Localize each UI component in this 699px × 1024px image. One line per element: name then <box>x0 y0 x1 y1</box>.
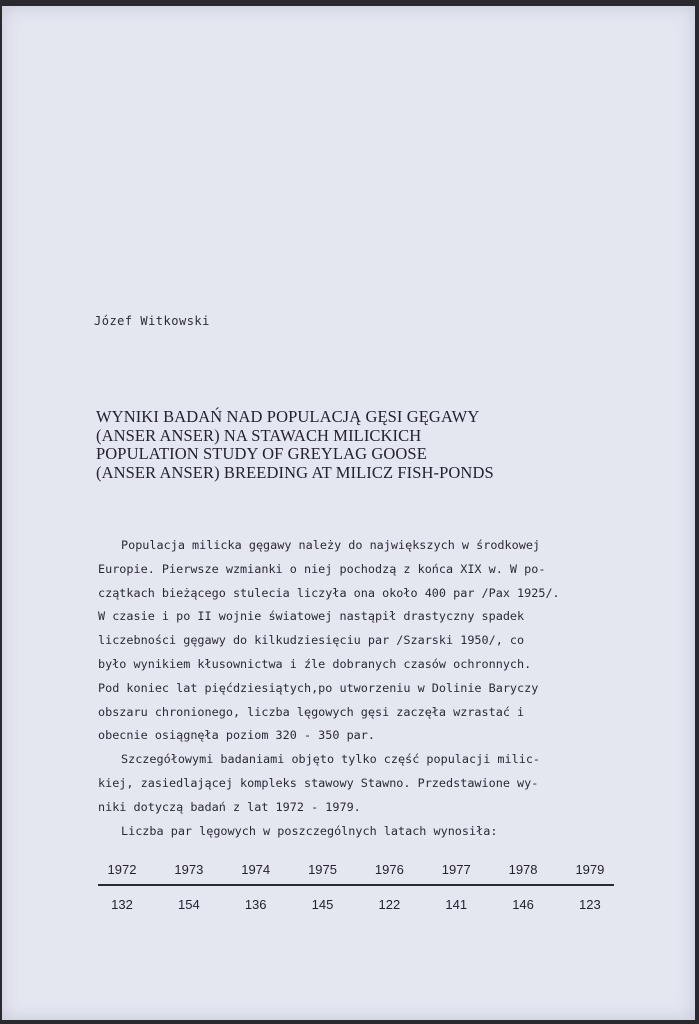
body-line: Liczba par lęgowych w poszczególnych latach wynosiła: <box>121 823 498 838</box>
pairs-cell: 132 <box>111 896 133 912</box>
table-rule <box>98 884 614 886</box>
body-line: Szczegółowymi badaniami objęto tylko część populacji milic- <box>121 752 541 767</box>
pairs-cell: 141 <box>445 896 468 912</box>
title-line: POPULATION STUDY OF GREYLAG GOOSE <box>96 444 427 464</box>
pairs-cell: 123 <box>579 896 601 912</box>
body-line: czątkach bieżącego stulecia liczyła ona około 400 par /Pax 1925/. <box>98 585 560 600</box>
pairs-cell: 136 <box>244 896 267 912</box>
body-line: liczebności gęgawy do kilkudziesięciu par /Szarski 1950/, co <box>98 633 525 648</box>
document-page <box>2 6 695 1020</box>
pairs-cell: 154 <box>177 896 200 912</box>
title-line: (ANSER ANSER) BREEDING AT MILICZ FISH-PONDS <box>96 462 494 482</box>
article-title <box>96 408 494 482</box>
author-name: Józef Witkowski <box>94 314 210 328</box>
article-body <box>98 534 633 843</box>
body-line: Europie. Pierwsze wzmianki o niej pochodzą z końca XIX w. W po- <box>98 561 546 576</box>
table-header-row <box>98 856 614 882</box>
body-line: było wynikiem kłusownictwa i źle dobranych czasów ochronnych. <box>98 656 532 671</box>
year-cell: 1978 <box>508 861 538 877</box>
body-line: obszaru chronionego, liczba lęgowych gęsi zaczęła wzrastać i <box>98 704 525 719</box>
pairs-cell: 122 <box>378 896 401 912</box>
body-line: niki dotyczą badań z lat 1972 - 1979. <box>98 799 361 814</box>
breeding-pairs-table <box>98 856 614 914</box>
year-cell: 1972 <box>107 861 137 877</box>
title-line: (ANSER ANSER) NA STAWACH MILICKICH <box>96 425 422 445</box>
year-cell: 1976 <box>374 861 404 877</box>
year-cell: 1974 <box>241 861 271 877</box>
title-line: WYNIKI BADAŃ NAD POPULACJĄ GĘSI GĘGAWY <box>96 407 480 426</box>
pairs-cell: 145 <box>311 896 334 912</box>
table-row <box>98 894 614 914</box>
year-cell: 1975 <box>308 861 337 877</box>
year-cell: 1977 <box>441 861 471 877</box>
pairs-cell: 146 <box>512 896 534 912</box>
body-line: kiej, zasiedlającej kompleks stawowy Stawno. Przedstawione wy- <box>98 775 539 790</box>
year-cell: 1979 <box>575 861 605 877</box>
body-line: Populacja milicka gęgawy należy do największych w środkowej <box>121 538 541 552</box>
body-line: Pod koniec lat pięćdziesiątych,po utworzeniu w Dolinie Baryczy <box>98 680 539 695</box>
year-cell: 1973 <box>174 861 204 877</box>
body-line: W czasie i po II wojnie światowej nastąpił drastyczny spadek <box>98 609 525 624</box>
body-line: obecnie osiągnęła poziom 320 - 350 par. <box>98 728 375 743</box>
